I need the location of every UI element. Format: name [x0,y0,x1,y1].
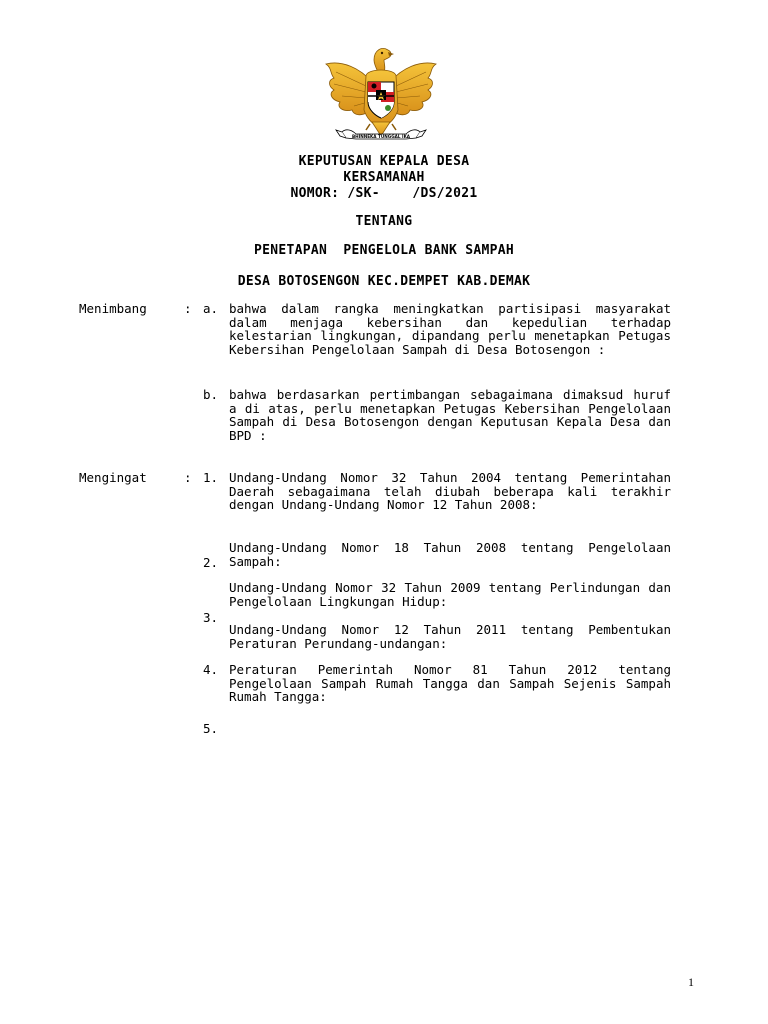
tentang-heading: TENTANG [355,214,413,229]
page-number: 1 [688,975,694,989]
menimbang-marker-a: a. [203,301,219,316]
mengingat-item-2: Undang-Undang Nomor 18 Tahun 2008 tentang Pengelolaan Sampah: [229,540,671,569]
decree-number: NOMOR: /SK- /DS/2021 [290,186,478,201]
mengingat-item-5: Peraturan Pemerintah Nomor 81 Tahun 2012 tentang Pengelolaan Sampah Rumah Tangga dan Sampah Sejenis Sampah Rumah Tangga: [229,662,671,704]
title-line-1: KEPUTUSAN KEPALA DESA [298,154,470,169]
subject-line-1: PENETAPAN PENGELOLA BANK SAMPAH [253,243,515,258]
emblem-motto: BHINNEKA TUNGGAL IKA [351,134,411,139]
mengingat-marker-5: 5. [203,721,219,736]
mengingat-marker-3: 3. [203,610,219,625]
mengingat-item-3: Undang-Undang Nomor 32 Tahun 2009 tentang Perlindungan dan Pengelolaan Lingkungan Hidup: [229,580,671,609]
garuda-emblem-icon [322,38,440,148]
mengingat-item-4: Undang-Undang Nomor 12 Tahun 2011 tentang Pembentukan Peraturan Perundang-undangan: [229,622,671,651]
menimbang-marker-b: b. [203,387,219,402]
mengingat-marker-1: 1. [203,470,219,485]
title-line-2: KERSAMANAH [343,170,425,185]
menimbang-item-b: bahwa berdasarkan pertimbangan sebagaimana dimaksud huruf a di atas, perlu menetapkan Petugas Kebersihan Pengelolaan Sampah di Desa Botosengon dengan Keputusan Kepala Desa dan BPD : [229,387,671,443]
subject-line-2: DESA BOTOSENGON KEC.DEMPET KAB.DEMAK [237,274,531,289]
menimbang-item-a: bahwa dalam rangka meningkatkan partisipasi masyarakat dalam menjaga kebersihan dan kepedulian terhadap kelestarian lingkungan, dipandang perlu menetapkan Petugas Kebersihan Pengelolaan Sampah di Desa Botosengon : [229,301,671,357]
menimbang-label: Menimbang [79,301,147,316]
mengingat-label: Mengingat [79,470,147,485]
menimbang-colon: : [184,301,192,316]
mengingat-colon: : [184,470,192,485]
mengingat-marker-2: 2. [203,555,219,570]
mengingat-item-1: Undang-Undang Nomor 32 Tahun 2004 tentang Pemerintahan Daerah sebagaimana telah diubah beberapa kali terakhir dengan Undang-Undang Nomor 12 Tahun 2008: [229,470,671,512]
mengingat-marker-4: 4. [203,662,219,677]
